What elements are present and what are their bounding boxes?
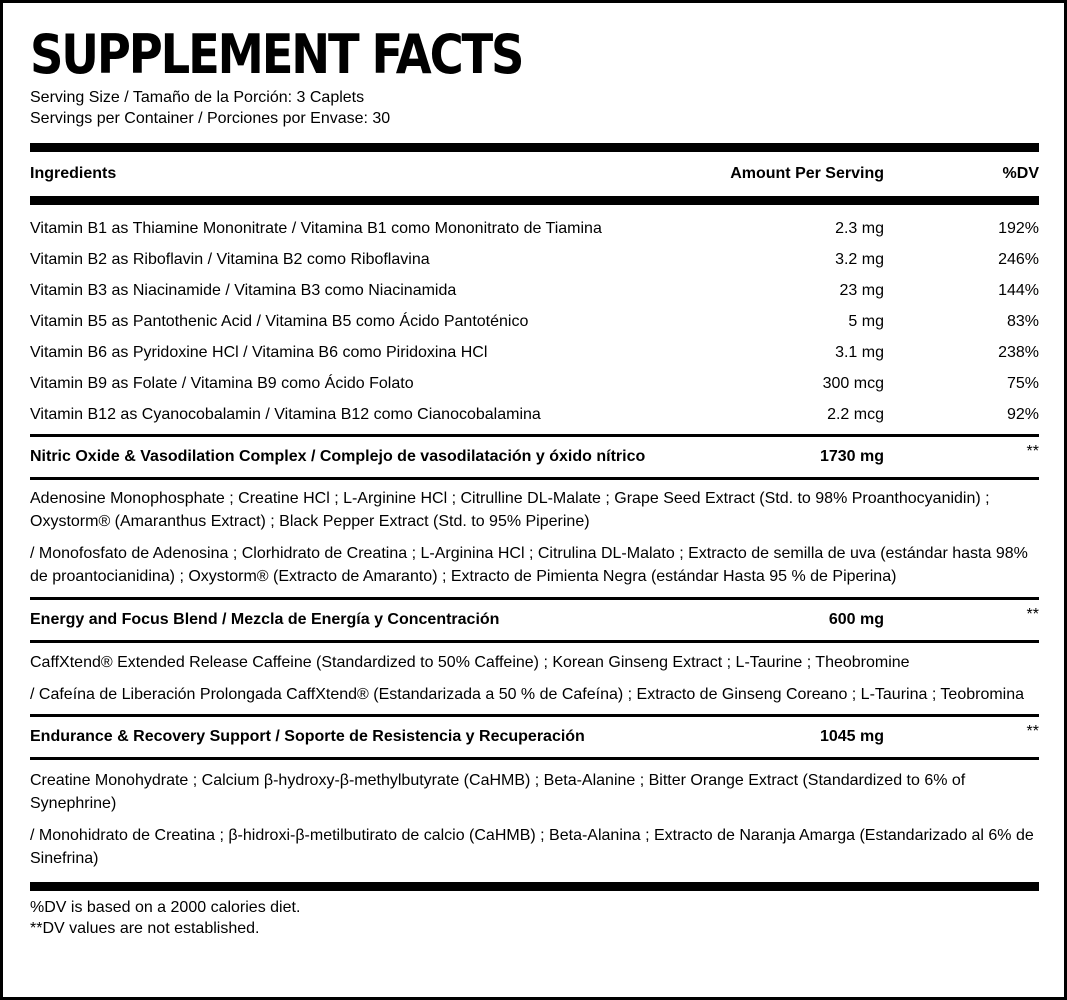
blend-description-endurance-recovery: [30, 760, 1039, 882]
table-row: [30, 368, 1039, 399]
header-dv: %DV: [1002, 165, 1039, 182]
blend-description-es: / Monohidrato de Creatina ; β-hidroxi-β-metilbutirato de calcio (CaHMB) ; Beta-Alanina ; Extracto de Naranja Amarga (Estandarizado al 6% de Sinefrina): [30, 827, 1034, 867]
serving-info: [30, 87, 1039, 129]
blend-description-en: Adenosine Monophosphate ; Creatine HCl ; L-Arginine HCl ; Citrulline DL-Malate ; Grape Seed Extract (Std. to 98% Proanthocyanidin) ; Oxystorm® (Amaranthus Extract) ; Black Pepper Extract (Std. to 95% Piperine): [30, 490, 990, 530]
blend-dv: **: [1026, 443, 1039, 460]
blend-name: Energy and Focus Blend / Mezcla de Energía y Concentración: [30, 611, 500, 628]
ingredient-amount: 3.1 mg: [835, 343, 884, 361]
blend-row-energy-focus: [30, 600, 1039, 640]
ingredient-dv: 92%: [1006, 405, 1039, 423]
ingredient-dv: 246%: [998, 250, 1039, 268]
ingredient-amount: 3.2 mg: [835, 250, 884, 268]
footnote-not-established: **DV values are not established.: [30, 920, 260, 937]
ingredient-name: Vitamin B12 as Cyanocobalamin / Vitamina B12 como Cianocobalamina: [30, 405, 541, 423]
vitamin-list: [30, 213, 1039, 430]
header-amount: Amount Per Serving: [730, 165, 884, 182]
blend-description-nitric-oxide: [30, 480, 1039, 597]
ingredient-dv: 238%: [998, 343, 1039, 361]
table-header: [30, 152, 1039, 196]
blend-description-es: / Monofosfato de Adenosina ; Clorhidrato de Creatina ; L-Arginina HCl ; Citrulina DL-Malato ; Extracto de semilla de uva (estándar hasta 98% de proantocianidina) ; Oxystorm® (Extracto de Amaranto) ; Extracto de Pimienta Negra (estándar Hasta 95 % de Piperina): [30, 545, 1028, 585]
divider-thick: [30, 143, 1039, 152]
blend-name: Endurance & Recovery Support / Soporte de Resistencia y Recuperación: [30, 728, 585, 745]
serving-size: Serving Size / Tamaño de la Porción: 3 Caplets: [30, 89, 365, 106]
ingredient-dv: 75%: [1006, 374, 1039, 392]
divider-thick: [30, 882, 1039, 891]
blend-description-energy-focus: [30, 643, 1039, 714]
label-title: SUPPLEMENT FACTS: [30, 23, 523, 86]
ingredient-amount: 5 mg: [848, 312, 884, 330]
blend-row-nitric-oxide: [30, 437, 1039, 477]
blend-dv: **: [1026, 723, 1039, 740]
ingredient-dv: 192%: [998, 219, 1039, 237]
ingredient-name: Vitamin B1 as Thiamine Mononitrate / Vitamina B1 como Mononitrato de Tiamina: [30, 219, 602, 237]
blend-amount: 1045 mg: [819, 728, 884, 745]
footnote-dv: %DV is based on a 2000 calories diet.: [30, 899, 301, 916]
ingredient-amount: 2.2 mcg: [827, 405, 884, 423]
blend-row-endurance-recovery: [30, 717, 1039, 757]
servings-per-container: Servings per Container / Porciones por Envase: 30: [30, 110, 391, 127]
footnotes: [30, 891, 1039, 939]
blend-description-en: Creatine Monohydrate ; Calcium β-hydroxy-β-methylbutyrate (CaHMB) ; Beta-Alanine ; Bitter Orange Extract (Standardized to 6% of Synephrine): [30, 772, 966, 812]
table-row: [30, 306, 1039, 337]
ingredient-amount: 23 mg: [839, 281, 884, 299]
blend-dv: **: [1026, 606, 1039, 623]
ingredient-name: Vitamin B2 as Riboflavin / Vitamina B2 como Riboflavina: [30, 250, 430, 268]
blend-description-es: / Cafeína de Liberación Prolongada CaffXtend® (Estandarizada a 50 % de Cafeína) ; Extracto de Ginseng Coreano ; L-Taurina ; Teobromina: [30, 686, 1025, 703]
table-row: [30, 275, 1039, 306]
ingredient-name: Vitamin B9 as Folate / Vitamina B9 como Ácido Folato: [30, 374, 414, 392]
ingredient-dv: 144%: [998, 281, 1039, 299]
ingredient-amount: 300 mcg: [822, 374, 884, 392]
ingredient-name: Vitamin B6 as Pyridoxine HCl / Vitamina B6 como Piridoxina HCl: [30, 343, 488, 361]
ingredient-amount: 2.3 mg: [835, 219, 884, 237]
ingredient-name: Vitamin B5 as Pantothenic Acid / Vitamina B5 como Ácido Pantoténico: [30, 312, 529, 330]
ingredient-dv: 83%: [1006, 312, 1039, 330]
table-row: [30, 213, 1039, 244]
blend-amount: 1730 mg: [819, 448, 884, 465]
table-row: [30, 337, 1039, 368]
blend-name: Nitric Oxide & Vasodilation Complex / Complejo de vasodilatación y óxido nítrico: [30, 448, 646, 465]
table-row: [30, 399, 1039, 430]
ingredient-name: Vitamin B3 as Niacinamide / Vitamina B3 como Niacinamida: [30, 281, 457, 299]
table-row: [30, 244, 1039, 275]
blend-description-en: CaffXtend® Extended Release Caffeine (Standardized to 50% Caffeine) ; Korean Ginseng Extract ; L-Taurine ; Theobromine: [30, 654, 910, 671]
header-ingredients: Ingredients: [30, 165, 117, 182]
blend-amount: 600 mg: [828, 611, 884, 628]
divider-thick: [30, 196, 1039, 205]
